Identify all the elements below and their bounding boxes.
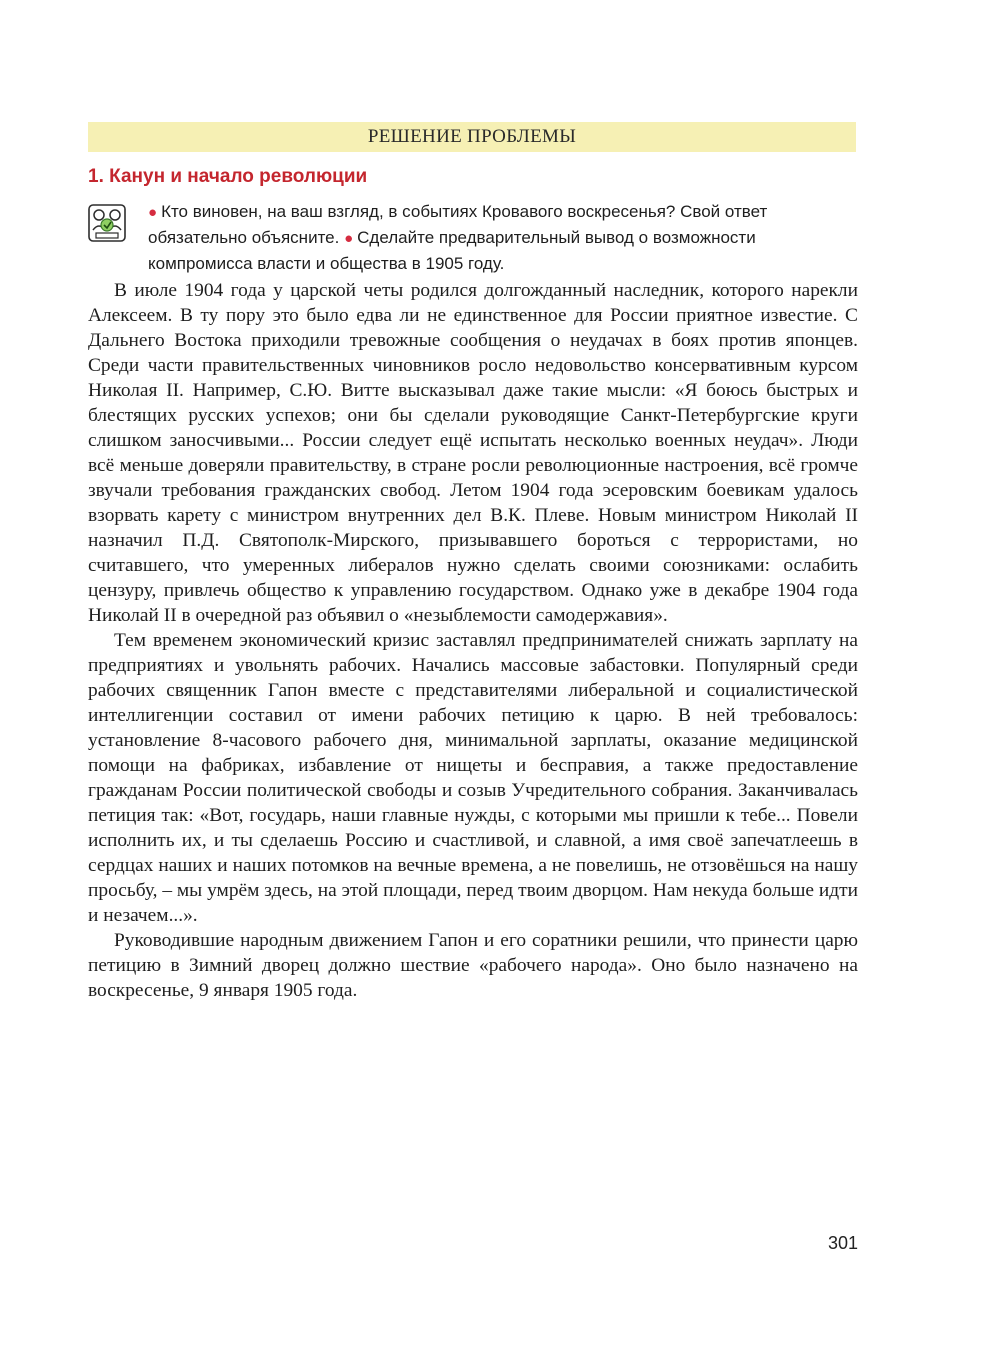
section-title: РЕШЕНИЕ ПРОБЛЕМЫ — [367, 126, 577, 147]
task-block — [148, 199, 860, 276]
page-number: 301 — [827, 1233, 858, 1253]
paragraph-3: Руководившие народным движением Гапон и его соратники решили, что принести царю петицию в Зимний дворец должно шествие «рабочего народа». Оно было назначено на воскресенье, 9 января 1905 года. — [88, 930, 858, 1001]
body-text — [88, 278, 858, 1003]
discussion-icon — [88, 204, 126, 242]
task-question-2: Сделайте предварительный вывод о возможности компромисса власти и общества в 1905 году. — [148, 228, 756, 273]
paragraph-1: В июле 1904 года у царской четы родился долгожданный наследник, которого нарекли Алексеем. В ту пору это было едва ли не единственное для России приятное известие. С Дальнего Востока приходили тревожные сообщения о неудачах в боях против японцев. Среди части правительственных чиновников росло недовольство консервативным курсом Николая II. Например, С.Ю. Витте высказывал даже такие мысли: «Я боюсь быстрых и блестящих русских успехов; они бы сделали руководящие Санкт-Петербургские круги слишком заносчивыми... России следует ещё испытать несколько военных неудач». Люди всё меньше доверяли правительству, в стране росли революционные настроения, всё громче звучали требования гражданских свобод. Летом 1904 года эсеровским боевикам удалось взорвать карету с министром внутренних дел В.К. Плеве. Новым министром Николай II назначил П.Д. Святополк-Мирского, призывавшего бороться с террористами, но считавшего, что умеренных либералов нужно сделать своими союзниками: ослабить цензуру, привлечь общество к управлению государством. Однако уже в декабре 1904 года Николай II в очередной раз объявил о «незыблемости самодержавия». — [88, 280, 858, 626]
task-question-1: Кто виновен, на ваш взгляд, в событиях Кровавого воскресенья? Свой ответ обязательно объясните. — [148, 202, 768, 247]
section-title-bar — [88, 122, 856, 152]
chapter-heading: 1. Канун и начало революции — [88, 166, 368, 187]
bullet-icon: ● — [344, 230, 354, 247]
task-text — [148, 199, 860, 276]
paragraph-2: Тем временем экономический кризис заставлял предпринимателей снижать зарплату на предприятиях и увольнять рабочих. Начались массовые забастовки. Популярный среди рабочих священник Гапон вместе с представителями либеральной и социалистической интеллигенции составил от имени рабочих петицию к царю. В ней требовалось: установление 8-часового рабочего дня, минимальной зарплаты, оказание медицинской помощи на фабриках, избавление от нищеты и бесправия, а также предоставление гражданам России политической свободы и созыв Учредительного собрания. Заканчивалась петиция так: «Вот, государь, наши главные нужды, с которыми мы пришли к тебе... Повели исполнить их, и ты сделаешь Россию и счастливой, и славной, а имя своё запечатлеешь в сердцах наших и наших потомков на вечные времена, а не повелишь, не отзовёшься на нашу просьбу, – мы умрём здесь, на этой площади, перед твоим дворцом. Нам некуда больше идти и незачем...». — [88, 630, 858, 926]
bullet-icon: ● — [148, 204, 158, 221]
